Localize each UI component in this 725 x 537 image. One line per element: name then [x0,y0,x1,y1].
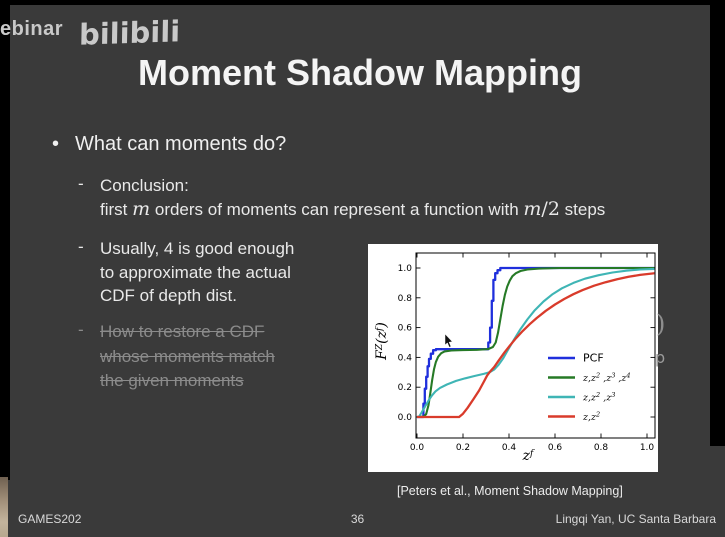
citation: [Peters et al., Moment Shadow Mapping] [397,484,623,498]
letterbox-left [0,0,10,480]
usually-line: Usually, 4 is good enough [100,239,295,258]
y-tick-label: 0.4 [397,353,412,364]
dash-marker: - [78,237,84,256]
math-m: m [132,197,151,220]
footer-page-number: 36 [350,512,365,526]
conclusion-label: Conclusion: [100,176,189,195]
strike-lines [100,320,275,394]
usually-line: CDF of depth dist. [100,286,238,305]
cdf-plot [368,244,658,472]
bullet-question-text: What can moments do? [75,133,287,155]
text-run: orders of moments can represent a function with [150,199,524,219]
x-axis-label: $z^f$ [522,448,534,464]
ghost-glyph-paren: ) [656,310,666,338]
y-tick-label: 1.0 [397,264,412,274]
sub-bullet-usually [78,237,294,308]
sub-bullet-conclusion [78,174,605,221]
series-line [417,273,655,417]
legend-label: $z,z^2$ $,z^3$ $,z^4$ [583,371,631,384]
strike-line: How to restore a CDF [100,322,265,341]
math-m: m [523,197,542,220]
x-tick-label: 0.2 [455,443,471,453]
x-tick-label: 0.0 [409,443,425,453]
slide-footer [0,512,725,532]
bullet-question [52,133,286,156]
letterbox-top [0,0,725,5]
x-tick-label: 0.6 [547,443,563,453]
usually-line: to approximate the actual [100,262,291,282]
x-tick-label: 0.8 [593,443,609,453]
series-line [419,269,655,417]
strike-line: the given moments [100,371,244,390]
y-tick-label: 0.0 [397,413,412,423]
series-line [417,268,655,417]
letterbox-right [710,0,725,446]
bullet-marker: • [52,133,60,155]
dash-marker: - [78,320,84,339]
usually-lines [100,237,294,308]
conclusion-lines [100,174,605,221]
sub-bullet-strikethrough [78,320,275,394]
dash-marker: - [78,174,84,193]
ghost-glyph-p: p [655,348,666,367]
legend-label: $z,z^2$ [583,410,601,423]
x-tick-label: 0.4 [501,443,517,453]
cdf-figure [368,244,658,472]
webinar-partial-text: ebinar [0,18,64,40]
series-group [417,268,655,417]
slide-title: Moment Shadow Mapping [138,52,582,93]
webinar-watermark [0,16,181,50]
y-axis-label: $F^Z(z^f)$ [374,322,390,360]
y-tick-label: 0.8 [397,293,412,304]
x-tick-label: 1.0 [639,443,655,453]
footer-course: GAMES202 [18,512,82,526]
bilibili-logo: bilibili [79,14,181,52]
series-line [417,268,655,417]
legend-label: PCF [583,351,604,365]
conclusion-statement [100,198,605,222]
text-run: steps [559,199,606,219]
math-over-2: /2 [541,197,560,220]
plot-border [416,253,655,438]
footer-author: Lingqi Yan, UC Santa Barbara [555,512,716,526]
y-tick-label: 0.6 [397,323,412,334]
strike-line: whose moments match [100,346,275,366]
text-run: first [100,199,133,219]
mouse-cursor [445,334,452,347]
y-tick-label: 0.2 [397,383,412,394]
legend-label: $z,z^2$ $,z^3$ [583,391,616,404]
